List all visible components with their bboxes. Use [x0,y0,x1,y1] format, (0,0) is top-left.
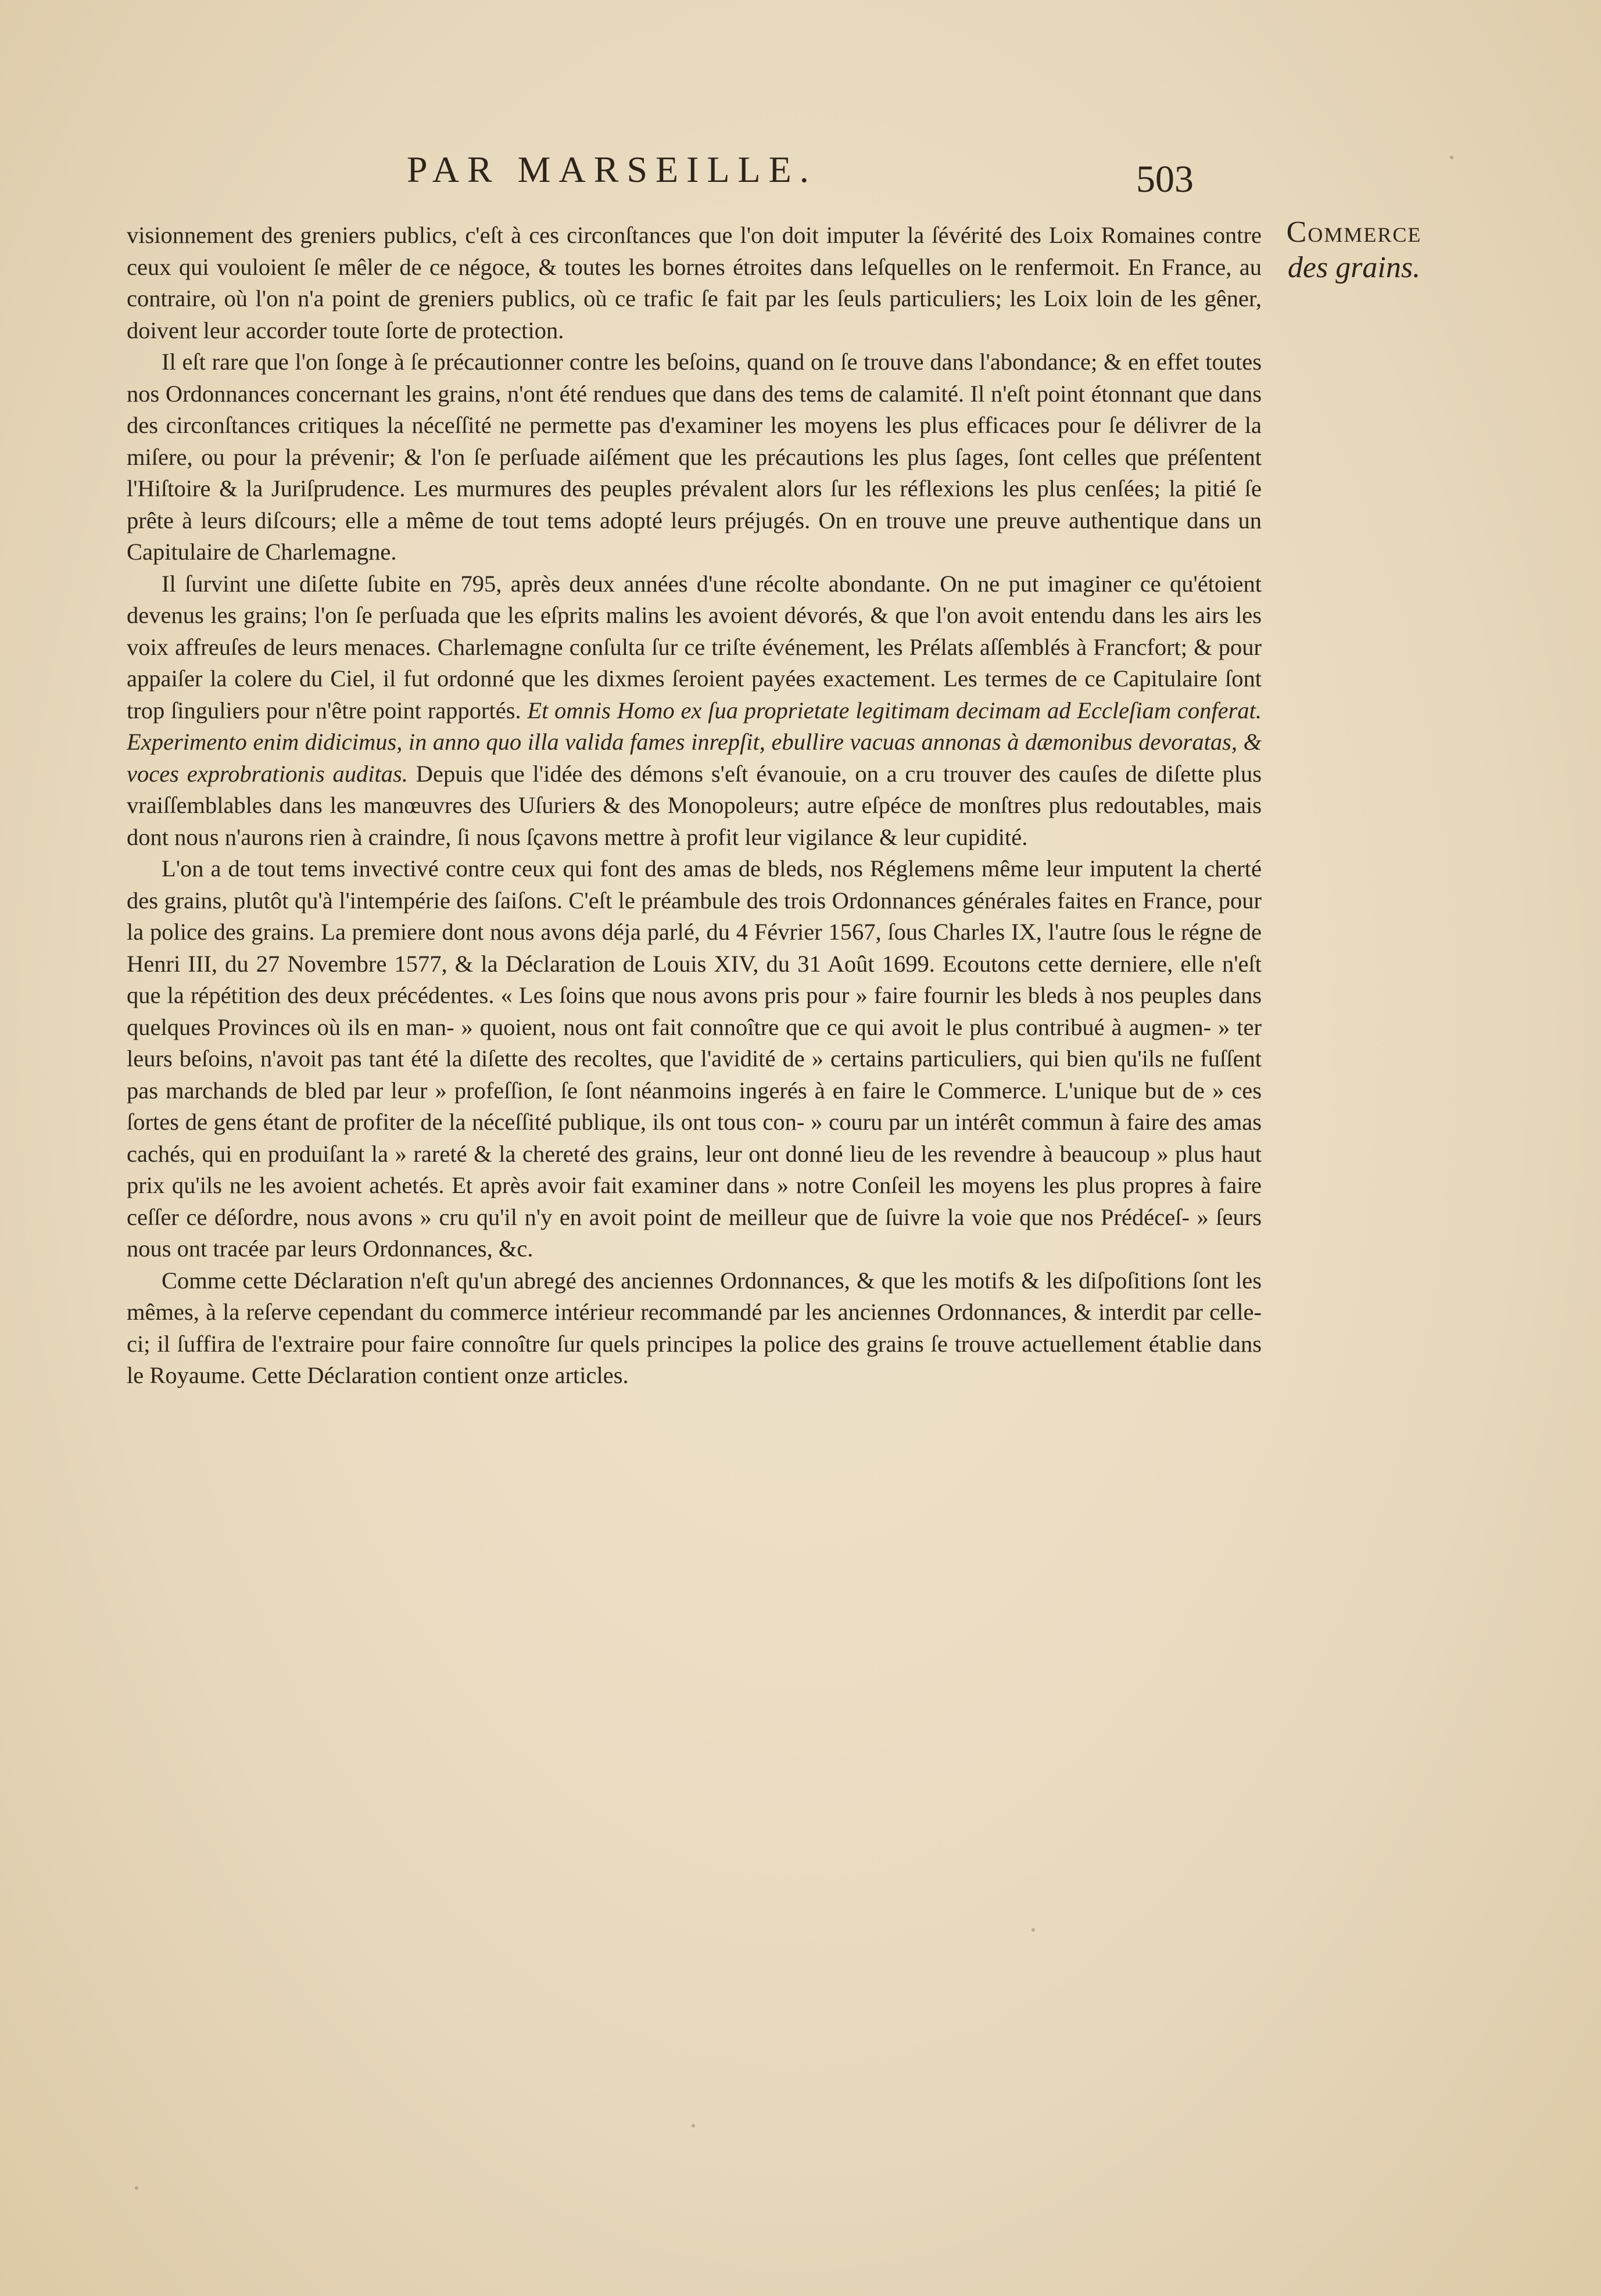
paper-speck [135,2186,138,2190]
paper-speck [1450,156,1453,159]
paragraph-2: Il eſt rare que l'on ſonge à ſe précautionner contre les beſoins, quand on ſe trouve dans l'abondance; & en effet toutes nos Ordonnances concernant les grains, n'ont été rendues que dans des tems de calamité. Il n'eſt point étonnant que dans des circonſtances critiques la néceſſité ne permette pas d'examiner les moyens les plus efficaces pour ſe délivrer de la miſere, ou pour la prévenir; & l'on ſe perſuade aiſément que les précautions les plus ſages, ſont celles que préſentent l'Hiſtoire & la Juriſprudence. Les murmures des peuples prévalent alors ſur les réflexions les plus cenſées; la pitié ſe prête à leurs diſcours; elle a même de tout tems adopté leurs préjugés. On en trouve une preuve authentique dans un Capitulaire de Charlemagne. [127,349,1262,565]
page-number: 503 [1136,158,1194,200]
capitulary-latin-quote: Et omnis Homo ex ſua proprietate legitimam decimam ad Eccleſiam conferat. Experimento enim didicimus, in anno quo illa valida fames inrepſit, ebullire vacuas annonas à dæmonibus devoratas, & voces exprobrationis auditas. [127,697,1262,787]
paragraph-3-text-a: Il ſurvint une diſette ſubite en 795, après deux années d'une récolte abondante. On ne put imaginer ce qu'étoient devenus les grains; l'on ſe perſuada que les eſprits malins les avoient dévorés, & que l'on avoit entendu dans les airs les voix affreuſes de leurs menaces. Charlemagne conſulta ſur ce triſte événement, les Prélats aſſemblés à Francfort; & pour appaiſer la colere du Ciel, il fut ordonné que les dixmes ſeroient payées exactement. Les termes de ce Capitulaire ſont trop ſinguliers pour n'être point rapportés. [127,570,1262,723]
paragraph-3-text-b: Depuis que l'idée des démons s'eſt évanouie, on a cru trouver des cauſes de diſette plus vraiſſemblables dans les manœuvres des Uſuriers & des Monopoleurs; autre eſpéce de monſtres plus redoutables, mais dont nous n'aurons rien à craindre, ſi nous ſçavons mettre à profit leur vigilance & leur cupidité. [127,760,1262,850]
paragraph-4: L'on a de tout tems invectivé contre ceux qui font des amas de bleds, nos Réglemens même leur imputent la cherté des grains, plutôt qu'à l'intempérie des ſaiſons. C'eſt le préambule des trois Ordonnances générales faites en France, pour la police des grains. La premiere dont nous avons déja parlé, du 4 Février 1567, ſous Charles IX, l'autre ſous le régne de Henri III, du 27 Novembre 1577, & la Déclaration de Louis XIV, du 31 Août 1699. Ecoutons cette derniere, elle n'eſt que la répétition des deux précédentes. « Les ſoins que nous avons pris pour » faire fournir les bleds à nos peuples dans quelques Provinces où ils en man- » quoient, nous ont fait connoître que ce qui avoit le plus contribué à augmen- » ter leurs beſoins, n'avoit pas tant été la diſette des recoltes, que l'avidité de » certains particuliers, qui bien qu'ils ne fuſſent pas marchands de bled par leur » profeſſion, ſe ſont néanmoins ingerés à en faire le Commerce. L'unique but de » ces ſortes de gens étant de profiter de la néceſſité publique, ils ont tous con- » couru par un intérêt commun à faire des amas cachés, qui en produiſant la » rareté & la chereté des grains, leur ont donné lieu de les revendre à beaucoup » plus haut prix qu'ils ne les avoient achetés. Et après avoir fait examiner dans » notre Conſeil les moyens les plus propres à faire ceſſer ce déſordre, nous avons » cru qu'il n'y en avoit point de meilleur que de ſuivre la voie que nos Prédéceſ- » ſeurs nous ont tracée par leurs Ordonnances, &c. [127,855,1262,1262]
margin-note [1267,215,1441,285]
paragraph-1: visionnement des greniers publics, c'eſt à ces circonſtances que l'on doit imputer la ſévérité des Loix Romaines contre ceux qui vouloient ſe mêler de ce négoce, & toutes les bornes étroites dans leſquelles on le renfermoit. En France, au contraire, où l'on n'a point de greniers publics, où ce trafic ſe fait par les ſeuls particuliers; les Loix loin de les gêner, doivent leur accorder toute ſorte de protection. [127,222,1262,343]
main-text [127,220,1262,1392]
paper-speck [692,2124,695,2127]
paragraph-3 [127,568,1262,854]
paper-speck [1031,1928,1035,1932]
paragraph-5: Comme cette Déclaration n'eſt qu'un abregé des anciennes Ordonnances, & que les motifs & les diſpoſitions ſont les mêmes, à la reſerve cependant du commerce intérieur recommandé par les anciennes Ordonnances, & interdit par celle-ci; il ſuffira de l'extraire pour faire connoître ſur quels principes la police des grains ſe trouve actuellement établie dans le Royaume. Cette Déclaration contient onze articles. [127,1267,1262,1388]
running-title: PAR MARSEILLE. [407,149,817,190]
margin-note-line-2: des grains. [1287,251,1421,284]
running-head [0,148,1601,200]
margin-note-line-1: Commerce [1286,216,1422,249]
